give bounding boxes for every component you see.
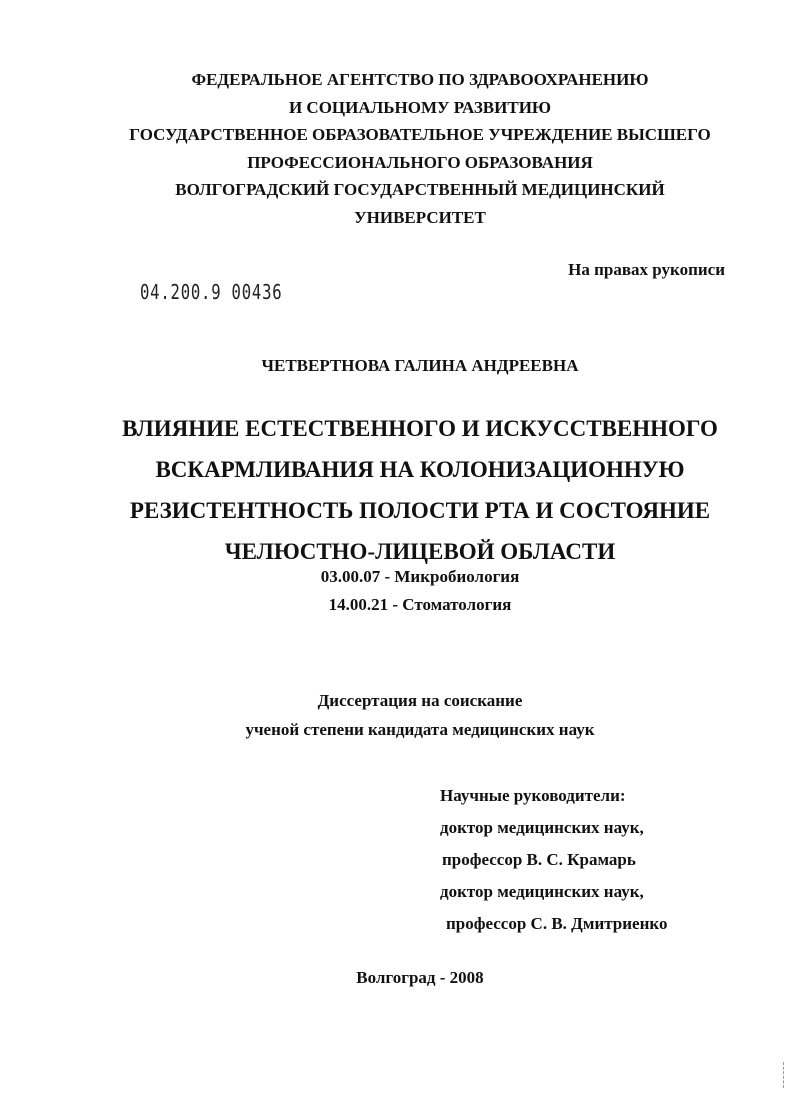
title-line-2: ВСКАРМЛИВАНИЯ НА КОЛОНИЗАЦИОННУЮ [155, 457, 685, 482]
title-line-3: РЕЗИСТЕНТНОСТЬ ПОЛОСТИ РТА И СОСТОЯНИЕ [129, 498, 711, 523]
org-line-6: УНИВЕРСИТЕТ [354, 207, 486, 227]
supervisor-line-2: профессор В. С. Крамарь [442, 850, 636, 869]
org-line-4: ПРОФЕССИОНАЛЬНОГО ОБРАЗОВАНИЯ [247, 152, 593, 172]
registration-code-stamp: 04.200.9 00436 [140, 280, 283, 304]
city-year: Волгоград - 2008 [356, 968, 484, 987]
supervisors-heading: Научные руководители: [440, 786, 626, 805]
degree-statement [0, 686, 794, 744]
specialty-2: 14.00.21 - Стоматология [328, 595, 512, 614]
scan-edge-mark [783, 1062, 788, 1088]
specialty-1: 03.00.07 - Микробиология [320, 567, 520, 586]
degree-line-2: ученой степени кандидата медицинских наук [245, 720, 595, 739]
supervisor-line-4: профессор С. В. Дмитриенко [446, 914, 668, 933]
org-line-5: ВОЛГОГРАДСКИЙ ГОСУДАРСТВЕННЫЙ МЕДИЦИНСКИЙ [175, 180, 665, 199]
title-line-4: ЧЕЛЮСТНО-ЛИЦЕВОЙ ОБЛАСТИ [224, 539, 616, 564]
org-line-2: И СОЦИАЛЬНОМУ РАЗВИТИЮ [288, 97, 552, 117]
supervisors-block [440, 780, 667, 940]
supervisor-line-1: доктор медицинских наук, [440, 818, 644, 837]
degree-line-1: Диссертация на соискание [317, 691, 523, 710]
author-name: ЧЕТВЕРТНОВА ГАЛИНА АНДРЕЕВНА [261, 356, 579, 375]
title-line-1: ВЛИЯНИЕ ЕСТЕСТВЕННОГО И ИСКУССТВЕННОГО [122, 416, 718, 441]
specialties [0, 563, 794, 619]
org-line-1: ФЕДЕРАЛЬНОЕ АГЕНТСТВО ПО ЗДРАВООХРАНЕНИЮ [191, 70, 649, 89]
dissertation-title [0, 408, 794, 572]
supervisor-line-3: доктор медицинских наук, [440, 882, 644, 901]
organization-header [60, 66, 780, 231]
rights-note: На правах рукописи [568, 260, 725, 279]
org-line-3: ГОСУДАРСТВЕННОЕ ОБРАЗОВАТЕЛЬНОЕ УЧРЕЖДЕНИЕ ВЫСШЕГО [129, 125, 711, 144]
